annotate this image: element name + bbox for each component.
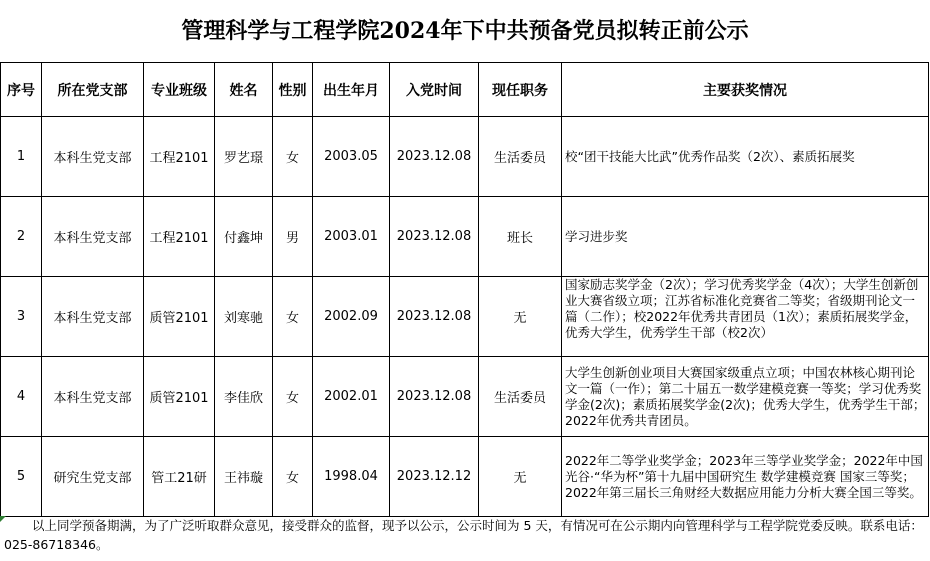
cell-awards [562,437,929,517]
awards-text: 学习进步奖 [565,228,628,244]
cell-name: 刘寒驰 [215,277,273,357]
cell-branch: 本科生党支部 [42,277,144,357]
header-birth: 出生年月 [313,63,390,117]
header-join-date: 入党时间 [390,63,479,117]
header-no: 序号 [1,63,42,117]
notice-body: 以上同学预备期满，为了广泛听取群众意见，接受群众的监督，现予以公示，公示时间为 5 天，有情况可在公示期内向管理科学与工程学院党委反映。联系电话：025-86718346。 [4,518,923,552]
cell-gender: 女 [273,277,313,357]
cell-awards [562,357,929,437]
header-gender: 性别 [273,63,313,117]
header-branch: 所在党支部 [42,63,144,117]
header-name: 姓名 [215,63,273,117]
header-position: 现任职务 [479,63,562,117]
cell-name: 李佳欣 [215,357,273,437]
cell-gender: 女 [273,437,313,517]
cell-name: 付鑫坤 [215,197,273,277]
cell-awards [562,197,929,277]
awards-text: 国家励志奖学金（2次）；学习优秀奖学金（4次）；大学生创新创业大赛省级立项；江苏省标准化竞赛省二等奖；省级期刊论文一篇（二作）；校2022年优秀共青团员（1次）；素质拓展奖学金，优秀大学生，优秀学生干部（校2次） [565,277,919,340]
table-row [1,277,929,357]
cell-birth: 2003.05 [313,117,390,197]
publicity-table [0,62,929,517]
cell-no: 4 [1,357,42,437]
table-row [1,437,929,517]
cell-class: 工程2101 [144,117,215,197]
table-row [1,357,929,437]
header-awards: 主要获奖情况 [562,63,929,117]
cell-no: 3 [1,277,42,357]
cell-no: 1 [1,117,42,197]
cell-class: 质管2101 [144,277,215,357]
cell-birth: 2002.09 [313,277,390,357]
cell-class: 质管2101 [144,357,215,437]
notice-text [0,516,930,561]
cell-position: 无 [479,277,562,357]
cell-awards [562,277,929,357]
header-row [1,63,929,117]
cell-gender: 女 [273,357,313,437]
cell-join-date: 2023.12.08 [390,117,479,197]
cell-join-date: 2023.12.08 [390,197,479,277]
cell-name: 王祎璇 [215,437,273,517]
cell-branch: 本科生党支部 [42,117,144,197]
table-row [1,197,929,277]
cell-awards [562,117,929,197]
cell-position: 无 [479,437,562,517]
cell-birth: 2003.01 [313,197,390,277]
cell-birth: 2002.01 [313,357,390,437]
page-title: 管理科学与工程学院2024年下中共预备党员拟转正前公示 [181,18,749,44]
cell-position: 生活委员 [479,357,562,437]
cell-join-date: 2023.12.08 [390,357,479,437]
cell-position: 生活委员 [479,117,562,197]
cell-no: 5 [1,437,42,517]
table-row [1,117,929,197]
cell-branch: 本科生党支部 [42,357,144,437]
cell-gender: 女 [273,117,313,197]
cell-join-date: 2023.12.08 [390,277,479,357]
cell-branch: 研究生党支部 [42,437,144,517]
cell-class: 管工21研 [144,437,215,517]
awards-text: 2022年二等学业奖学金；2023年三等学业奖学金；2022年中国光谷·“华为杯”第十九届中国研究生 数学建模竞赛 国家三等奖；2022年第三届长三角财经大数据应用能力分析大赛全国三等奖。 [565,452,923,500]
cell-gender: 男 [273,197,313,277]
cell-position: 班长 [479,197,562,277]
cell-name: 罗艺璟 [215,117,273,197]
header-class: 专业班级 [144,63,215,117]
cell-no: 2 [1,197,42,277]
cell-class: 工程2101 [144,197,215,277]
cell-branch: 本科生党支部 [42,197,144,277]
cell-join-date: 2023.12.12 [390,437,479,517]
awards-text: 大学生创新创业项目大赛国家级重点立项；中国农林核心期刊论文一篇（一作）；第二十届五一数学建模竞赛一等奖；学习优秀奖学金(2次)；素质拓展奖学金(2次)；优秀大学生，优秀学生干部；2022年优秀共青团员。 [565,364,926,428]
cell-birth: 1998.04 [313,437,390,517]
awards-text: 校“团干技能大比武”优秀作品奖（2次）、素质拓展奖 [565,148,855,164]
